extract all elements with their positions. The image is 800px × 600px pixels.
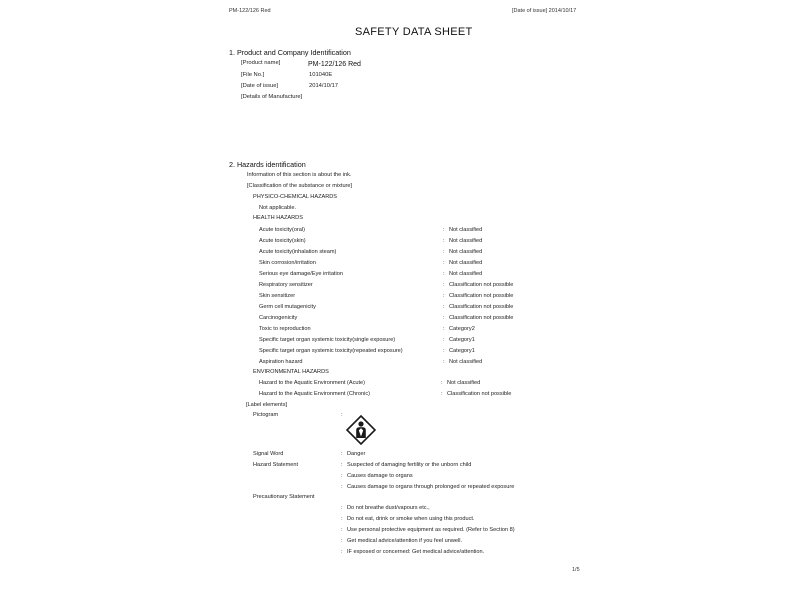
env-row-label: Hazard to the Aquatic Environment (Chronic) — [259, 391, 370, 397]
health-row-label: Specific target organ systemic toxicity(repeated exposure) — [259, 348, 403, 354]
precautionary-colon: : — [341, 516, 343, 522]
date-value: 2014/10/17 — [309, 83, 339, 89]
label-elements-heading: [Label elements] — [246, 402, 288, 408]
health-row-colon: : — [443, 337, 445, 343]
health-row-label: Respiratory sensitizer — [259, 282, 313, 288]
health-row-label: Skin corrosion/irritation — [259, 260, 316, 266]
health-row-label: Carcinogenicity — [259, 315, 298, 321]
page-number: 1/5 — [572, 567, 580, 573]
health-row-colon: : — [443, 282, 445, 288]
date-label: [Date of issue] — [241, 83, 279, 89]
health-row-value: Not classified — [449, 271, 483, 277]
health-hazard-icon — [346, 415, 376, 445]
section1-heading: 1. Product and Company Identification — [229, 48, 351, 57]
health-row-value: Not classified — [449, 227, 483, 233]
manufacture-label: [Details of Manufacture] — [241, 94, 303, 100]
health-row-label: Skin sensitizer — [259, 293, 296, 299]
precautionary-item: Get medical advice/attention if you feel unwell. — [347, 538, 463, 544]
health-row-colon: : — [443, 293, 445, 299]
env-row-value: Not classified — [447, 380, 481, 386]
product-name-label: [Product name] — [241, 60, 281, 66]
precautionary-item: Do not breathe dust/vapours etc., — [347, 505, 430, 511]
precautionary-item: Use personal protective equipment as required. (Refer to Section 8) — [347, 527, 515, 533]
product-name-value: PM-122/126 Red — [308, 61, 361, 68]
health-row-value: Not classified — [449, 260, 483, 266]
health-row-label: Specific target organ systemic toxicity(single exposure) — [259, 337, 396, 343]
precautionary-statement-label: Precautionary Statement — [253, 494, 315, 500]
health-row-colon: : — [443, 326, 445, 332]
hazard-statement-item: Causes damage to organs — [347, 473, 413, 479]
file-no-label: [File No.] — [241, 72, 265, 78]
precautionary-colon: : — [341, 505, 343, 511]
classification-label: [Classification of the substance or mixture] — [247, 183, 353, 189]
physico-value: Not applicable. — [259, 205, 297, 211]
file-no-value: 101040E — [309, 72, 333, 78]
health-row-value: Not classified — [449, 249, 483, 255]
health-row-label: Aspiration hazard — [259, 359, 303, 365]
health-row-label: Germ cell mutagenicity — [259, 304, 316, 310]
health-row-value: Classification not possible — [449, 315, 514, 321]
health-row-label: Serious eye damage/Eye irritation — [259, 271, 343, 277]
hazard-statement-colon: : — [341, 462, 343, 468]
section2-heading: 2. Hazards identification — [229, 160, 306, 169]
health-row-value: Not classified — [449, 359, 483, 365]
health-row-value: Category1 — [449, 337, 475, 343]
precautionary-item: Do not eat, drink or smoke when using this product. — [347, 516, 475, 522]
health-row-value: Classification not possible — [449, 282, 514, 288]
signal-word-label: Signal Word — [253, 451, 284, 457]
health-row-colon: : — [443, 359, 445, 365]
health-row-colon: : — [443, 271, 445, 277]
health-row-value: Category2 — [449, 326, 475, 332]
health-row-value: Classification not possible — [449, 293, 514, 299]
precautionary-colon: : — [341, 549, 343, 555]
hazard-statement-colon: : — [341, 484, 343, 490]
health-row-colon: : — [443, 249, 445, 255]
pictogram-label: Pictogram — [253, 412, 279, 418]
health-row-label: Acute toxicity(skin) — [259, 238, 306, 244]
signal-word-colon: : — [341, 451, 343, 457]
health-row-colon: : — [443, 227, 445, 233]
health-row-value: Classification not possible — [449, 304, 514, 310]
health-row-colon: : — [443, 238, 445, 244]
physico-heading: PHYSICO-CHEMICAL HAZARDS — [253, 194, 338, 200]
health-row-colon: : — [443, 348, 445, 354]
health-row-colon: : — [443, 260, 445, 266]
environmental-heading: ENVIRONMENTAL HAZARDS — [253, 369, 329, 375]
health-row-value: Category1 — [449, 348, 475, 354]
env-row-colon: : — [441, 380, 443, 386]
precautionary-item: IF exposed or concerned: Get medical advice/attention. — [347, 549, 485, 555]
env-row-label: Hazard to the Aquatic Environment (Acute) — [259, 380, 366, 386]
signal-word-value: Danger — [347, 451, 366, 457]
env-row-value: Classification not possible — [447, 391, 512, 397]
health-row-label: Acute toxicity(oral) — [259, 227, 306, 233]
env-row-colon: : — [441, 391, 443, 397]
health-row-label: Acute toxicity(inhalation steam) — [259, 249, 337, 255]
hazard-statement-label: Hazard Statement — [253, 462, 299, 468]
health-row-value: Not classified — [449, 238, 483, 244]
header-product: PM-122/126 Red — [229, 8, 271, 14]
hazard-statement-colon: : — [341, 473, 343, 479]
precautionary-colon: : — [341, 538, 343, 544]
health-row-label: Toxic to reproduction — [259, 326, 311, 332]
hazard-statement-item: Causes damage to organs through prolonged or repeated exposure — [347, 484, 515, 490]
section2-intro: Information of this section is about the ink. — [247, 172, 352, 178]
pictogram-colon: : — [341, 412, 343, 418]
hazard-statement-item: Suspected of damaging fertility or the unborn child — [347, 462, 472, 468]
document-title: SAFETY DATA SHEET — [355, 26, 473, 38]
precautionary-colon: : — [341, 527, 343, 533]
health-row-colon: : — [443, 304, 445, 310]
health-heading: HEALTH HAZARDS — [253, 215, 303, 221]
header-date: [Date of issue] 2014/10/17 — [512, 8, 577, 14]
health-row-colon: : — [443, 315, 445, 321]
